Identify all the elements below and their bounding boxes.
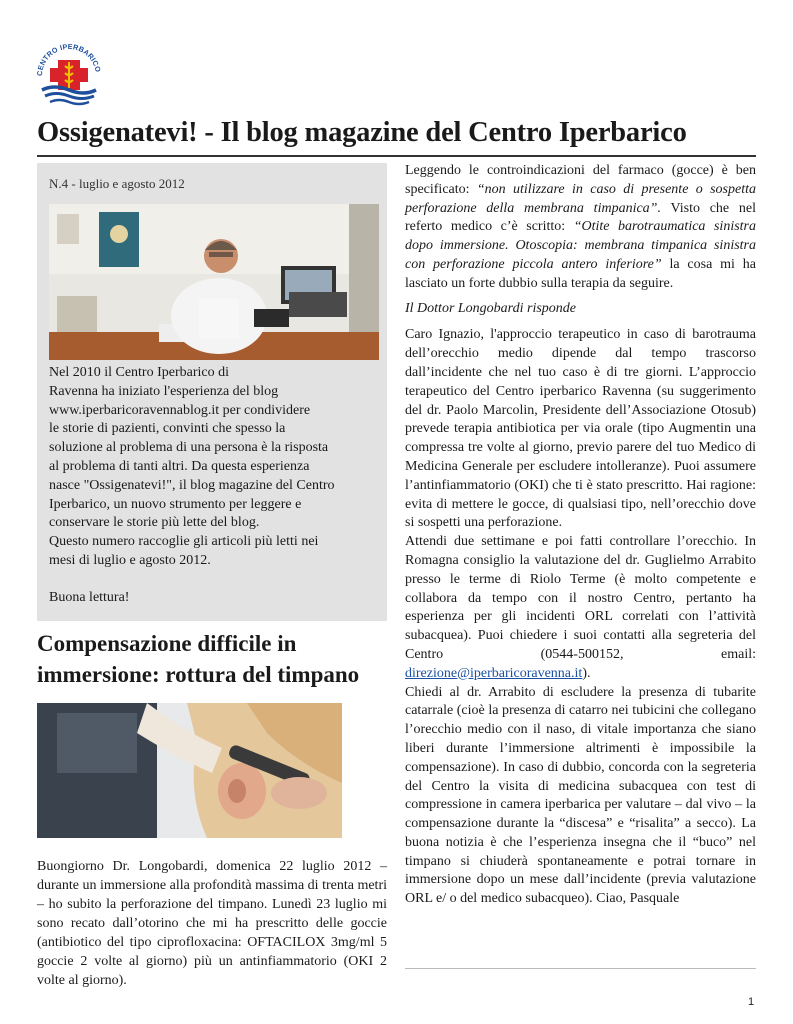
intro-line: al problema di tanti altri. Da questa esperienza: [49, 458, 310, 474]
magazine-title: Ossigenatevi! - Il blog magazine del Centro Iperbarico: [37, 117, 687, 148]
page-number: 1: [748, 996, 755, 1008]
question-cont-text: Leggendo le controindicazioni del farmaco (gocce) è ben specificato:: [405, 163, 756, 197]
answer-title: Il Dottor Longobardi risponde: [405, 300, 576, 316]
intro-line: conservare le storie più lette del blog.: [49, 515, 260, 531]
article-heading: Compensazione difficile in immersione: rottura del timpano: [37, 631, 360, 687]
quoted-warning: “non utilizzare in caso di presente o sospetta perforazione della membrana timpanica”.: [405, 181, 757, 216]
intro-line: Ravenna ha iniziato l'esperienza del blog: [49, 383, 279, 399]
intro-line: soluzione al problema di una persona è la risposta: [49, 440, 329, 456]
intro-line: Nel 2010 il Centro Iperbarico di: [49, 365, 230, 380]
answer-paragraph-1: Caro Ignazio, l'approccio terapeutico in caso di barotrauma dell’orecchio medio dipende dal tempo trascorso dall’incidente che nel tuo caso è di tre giorni. L’approccio terapeutico del Centro iperbarico Ravenna (su suggerimento del dr. Paolo Marcolin, Presidente dell’Associazione Otosub) prevede terapia antibiotica per via orale (tipo Augmentin una compressa tre volte al giorno, previo parere del tuo Medico di Medicina Generale per escludere intolleranze). Puoi assumere l’antinfiammatorio (OKI) che ti è stato prescritto. Hai ragione: evita di mettere le gocce, di qualsiasi tipo, nell’orecchio dove si sospetti una perforazione.: [405, 327, 756, 531]
reader-question: Buongiorno Dr. Longobardi, domenica 22 luglio 2012 – durante un immersione alla profondità massima di trenta metri – ho subito la perforazione del timpano. Lunedì 23 luglio mi sono recato dall’otorino che mi ha prescritto delle goccie (antibiotico del tipo ciprofloxacina: OFTACILOX 3mg/ml 5 goccie 2 volte al giorno) più un antinfiammatorio (OKI 2 volte al giorno).: [37, 859, 387, 988]
intro-line: le storie di pazienti, convinti che spesso la: [49, 421, 286, 437]
closing-line: Buona lettura!: [49, 589, 130, 605]
question-cont-text: Visto che nel referto medico c’è scritto:: [405, 200, 756, 235]
question-cont-text: la cosa mi ha lasciato un forte dubbio sulla terapia da seguire.: [405, 256, 756, 291]
issue-label: N.4 - luglio e agosto 2012: [49, 176, 185, 191]
email-link[interactable]: direzione@iperbaricoravenna.it: [405, 665, 583, 681]
title-divider: [37, 155, 756, 157]
intro-line: Questo numero raccoglie gli articoli più letti nei: [49, 534, 319, 550]
otoscope-ear-exam-photo: [37, 703, 342, 838]
right-column: [405, 162, 756, 909]
intro-line: mesi di luglio e agosto 2012.: [49, 552, 211, 568]
intro-line: Iperbarico, un nuovo strumento per leggere e: [49, 496, 302, 512]
doctor-at-desk-photo: [49, 204, 379, 360]
quoted-report: “Otite barotraumatica sinistra dopo immersione. Otoscopia: membrana timpanica sinistra con perforazione piccola antero inferiore”: [405, 219, 756, 272]
intro-line: www.iperbaricoravennablog.it per condividere: [49, 402, 311, 418]
logo-arc-text: CENTRO IPERBARICO: [34, 41, 103, 77]
answer-text: ).: [582, 665, 591, 681]
intro-text: [49, 364, 371, 608]
question-continued: [405, 162, 756, 294]
footer-divider: [405, 968, 756, 969]
answer-paragraph-3: Chiedi al dr. Arrabito di escludere la presenza di tubarite catarrale (cioè la presenza di catarro nei tubicini che collegano l’orecchio medio con il naso, di vitale importanza che siano liberi durante l’immersione altrimenti è impossibile la compensazione). In caso di dubbio, concorda con la segreteria del Centro la visita di medicina subacquea con test di compressione in camera iperbarica per valutare – dal vivo – la compensazione durante la “discesa” e “risalita” a secco). La buona notizia è che l’esperienza insegna che il “buco” nel timpano si chiuderà spontaneamente e potrai tornare in immersione dopo un mese dall’incidente (previa valutazione ORL e/ o del medico subacqueo). Ciao, Pasquale: [405, 684, 756, 907]
centro-iperbarico-logo: [34, 40, 104, 110]
answer-text: Attendi due settimane e poi fatti controllare l’orecchio. In Romagna consiglio la valutazione del dr. Guglielmo Arrabito presso le terme di Riolo Terme (è molto competente e collabora da tempo con il nostro Centro, pertanto ha esperienza per gli incidenti ORL correlati con l’attività subacquea). Puoi chiedere i suoi contatti alla segreteria del Centro (0544-500152, email:: [405, 534, 756, 662]
intro-line: nasce "Ossigenatevi!", il blog magazine del Centro: [49, 477, 335, 493]
answer-paragraph-2: [405, 533, 756, 683]
